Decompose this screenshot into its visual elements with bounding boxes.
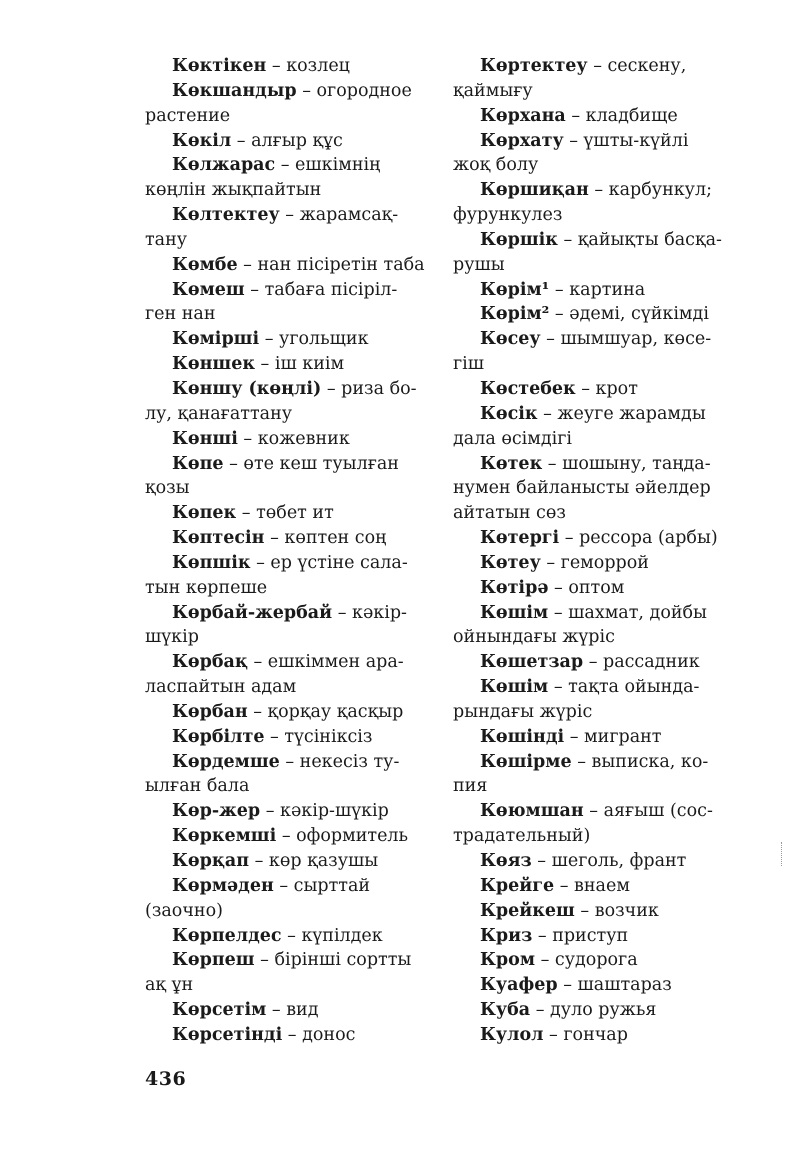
definition: – сескену, bbox=[587, 56, 687, 76]
entry-line bbox=[145, 601, 433, 626]
headword: Көншу (көңлі) bbox=[172, 378, 322, 399]
definition: – шошыну, таңда- bbox=[542, 453, 711, 474]
definition-continuation: рындағы жүріс bbox=[453, 701, 593, 722]
definition-continuation: айтатын сөз bbox=[453, 503, 566, 524]
headword: Көтеу bbox=[480, 552, 541, 573]
entry-line bbox=[453, 1023, 741, 1048]
definition: – көптен соң bbox=[264, 528, 387, 549]
definition: – некесіз ту- bbox=[279, 751, 400, 772]
definition: – вид bbox=[266, 1000, 319, 1021]
definition: – шымшуар, көсе- bbox=[540, 329, 712, 350]
entry-line bbox=[145, 79, 433, 104]
entry-line bbox=[145, 998, 433, 1023]
definition: – аяғыш (сос- bbox=[583, 801, 713, 822]
definition-continuation: шүкір bbox=[145, 627, 199, 648]
definition-continuation: нумен байланысты әйелдер bbox=[453, 478, 711, 499]
definition: – угольщик bbox=[259, 329, 369, 350]
definition-continuation: ылған бала bbox=[145, 776, 250, 797]
continuation-line bbox=[453, 700, 741, 725]
headword: Криз bbox=[480, 925, 533, 946]
entry-line bbox=[453, 725, 741, 750]
headword: Көтергі bbox=[480, 528, 560, 549]
headword: Көр-жер bbox=[172, 801, 261, 822]
definition: – сырттай bbox=[273, 875, 371, 896]
entry-line bbox=[145, 725, 433, 750]
entry-line bbox=[453, 973, 741, 998]
definition: – шаштараз bbox=[557, 975, 672, 996]
continuation-line bbox=[145, 228, 433, 253]
entry-line bbox=[453, 327, 741, 352]
definition-continuation: лу, қанағаттану bbox=[145, 403, 293, 424]
continuation-line bbox=[145, 625, 433, 650]
right-column bbox=[453, 54, 741, 1048]
headword: Көрбай-жербай bbox=[172, 602, 333, 623]
continuation-line bbox=[453, 253, 741, 278]
entry-line bbox=[145, 54, 433, 79]
definition: – түсініксіз bbox=[264, 726, 373, 747]
definition: – гончар bbox=[543, 1024, 628, 1045]
definition: – геморрой bbox=[540, 552, 649, 573]
definition: – оптом bbox=[548, 577, 625, 598]
headword: Көлжарас bbox=[172, 155, 276, 176]
headword: Көтірә bbox=[480, 577, 549, 598]
headword: Көрбан bbox=[172, 701, 248, 722]
entry-line bbox=[145, 427, 433, 452]
definition-continuation: ген нан bbox=[145, 304, 216, 325]
entry-line bbox=[453, 178, 741, 203]
entry-line bbox=[453, 601, 741, 626]
headword: Көшетзар bbox=[480, 652, 584, 673]
continuation-line bbox=[145, 576, 433, 601]
headword: Көпшік bbox=[172, 552, 251, 573]
definition: – төбет ит bbox=[236, 503, 334, 524]
entry-line bbox=[145, 849, 433, 874]
definition: – приступ bbox=[532, 925, 629, 946]
headword: Көшірме bbox=[480, 751, 572, 772]
continuation-line bbox=[453, 203, 741, 228]
continuation-line bbox=[453, 501, 741, 526]
definition: – бірінші сортты bbox=[254, 950, 412, 971]
definition-continuation: растение bbox=[145, 105, 231, 126]
headword: Көпе bbox=[172, 453, 224, 474]
continuation-line bbox=[145, 899, 433, 924]
definition: – үшты-күйлі bbox=[563, 130, 689, 151]
headword: Көршік bbox=[480, 229, 558, 250]
headword: Көрсетінді bbox=[172, 1024, 283, 1045]
entry-line bbox=[453, 849, 741, 874]
headword: Көшім bbox=[480, 677, 549, 698]
headword: Көрпеш bbox=[172, 950, 255, 971]
definition: – қорқау қасқыр bbox=[247, 701, 404, 722]
definition: – ешкімнің bbox=[275, 155, 381, 176]
entry-line bbox=[145, 526, 433, 551]
definition: – жарамсақ- bbox=[279, 205, 399, 226]
entry-line bbox=[453, 948, 741, 973]
headword: Көркемші bbox=[172, 826, 277, 847]
definition-continuation: ақ ұн bbox=[145, 975, 194, 996]
headword: Көюмшан bbox=[480, 801, 584, 822]
continuation-line bbox=[453, 774, 741, 799]
entry-line bbox=[453, 54, 741, 79]
definition: – кожевник bbox=[237, 428, 350, 449]
entry-line bbox=[145, 377, 433, 402]
entry-line bbox=[453, 228, 741, 253]
definition: – риза бо- bbox=[321, 378, 417, 399]
definition: – оформитель bbox=[276, 826, 409, 847]
entry-line bbox=[145, 551, 433, 576]
entry-line bbox=[453, 675, 741, 700]
definition: – күпілдек bbox=[281, 925, 383, 946]
definition: – нан пісіретін таба bbox=[237, 254, 425, 275]
definition: – ешкіммен ара- bbox=[247, 652, 404, 673]
entry-line bbox=[453, 278, 741, 303]
definition-continuation: тану bbox=[145, 229, 188, 250]
definition: – картина bbox=[549, 279, 646, 300]
headword: Көрім¹ bbox=[480, 279, 550, 300]
entry-line bbox=[453, 650, 741, 675]
definition: – көр қазушы bbox=[249, 851, 379, 871]
definition: – жеуге жарамды bbox=[537, 403, 706, 424]
continuation-line bbox=[453, 153, 741, 178]
definition: – выписка, ко- bbox=[571, 751, 709, 772]
headword: Көршиқан bbox=[480, 180, 589, 201]
definition: – судорога bbox=[535, 950, 638, 971]
continuation-line bbox=[145, 476, 433, 501]
definition: – кәкір- bbox=[332, 602, 407, 623]
entry-line bbox=[145, 874, 433, 899]
entry-line bbox=[145, 700, 433, 725]
headword: Көсеу bbox=[480, 329, 541, 350]
entry-line bbox=[145, 129, 433, 154]
continuation-line bbox=[145, 675, 433, 700]
definition-continuation: көңлін жықпайтын bbox=[145, 180, 322, 201]
headword: Кром bbox=[480, 950, 536, 971]
definition: – дуло ружья bbox=[530, 1000, 657, 1021]
definition: – мигрант bbox=[564, 726, 662, 747]
headword: Көрбілте bbox=[172, 726, 265, 747]
headword: Көтек bbox=[480, 453, 543, 474]
left-column bbox=[145, 54, 433, 1048]
definition-continuation: (заочно) bbox=[145, 900, 223, 921]
headword: Көктікен bbox=[172, 56, 267, 76]
headword: Көртектеу bbox=[480, 56, 588, 76]
continuation-line bbox=[453, 824, 741, 849]
headword: Көрдемше bbox=[172, 751, 280, 772]
continuation-line bbox=[453, 79, 741, 104]
definition-continuation: гіш bbox=[453, 354, 485, 375]
entry-line bbox=[453, 874, 741, 899]
definition-continuation: ласпайтын адам bbox=[145, 677, 297, 698]
definition: – карбункул; bbox=[588, 180, 712, 201]
definition: – іш киім bbox=[254, 354, 345, 375]
headword: Көмбе bbox=[172, 254, 238, 275]
headword: Көрсетім bbox=[172, 1000, 267, 1021]
definition: – донос bbox=[282, 1024, 356, 1045]
entry-line bbox=[453, 452, 741, 477]
headword: Крейге bbox=[480, 875, 555, 896]
entry-line bbox=[145, 750, 433, 775]
entry-line bbox=[453, 104, 741, 129]
entry-line bbox=[145, 948, 433, 973]
headword: Көрхату bbox=[480, 130, 564, 151]
headword: Көпек bbox=[172, 503, 237, 524]
entry-line bbox=[145, 924, 433, 949]
headword: Көрқап bbox=[172, 851, 249, 871]
entry-line bbox=[145, 278, 433, 303]
entry-line bbox=[145, 452, 433, 477]
continuation-line bbox=[453, 476, 741, 501]
headword: Крейкеш bbox=[480, 900, 575, 921]
entry-line bbox=[453, 526, 741, 551]
entry-line bbox=[453, 899, 741, 924]
definition-continuation: рушы bbox=[453, 254, 505, 275]
continuation-line bbox=[145, 178, 433, 203]
headword: Көрбақ bbox=[172, 652, 248, 673]
definition: – козлец bbox=[266, 56, 350, 76]
entry-line bbox=[145, 824, 433, 849]
headword: Көмеш bbox=[172, 279, 245, 300]
definition-continuation: қозы bbox=[145, 478, 190, 499]
headword: Куафер bbox=[480, 975, 558, 996]
headword: Көншек bbox=[172, 354, 255, 375]
headword: Көптесін bbox=[172, 528, 265, 549]
headword: Куба bbox=[480, 1000, 531, 1021]
definition-continuation: қаймығу bbox=[453, 80, 533, 101]
page-number: 436 bbox=[145, 1068, 187, 1090]
entry-line bbox=[145, 1023, 433, 1048]
continuation-line bbox=[145, 402, 433, 427]
definition: – ер үстіне сала- bbox=[250, 552, 408, 573]
definition-continuation: тын көрпеше bbox=[145, 577, 268, 598]
entry-line bbox=[145, 253, 433, 278]
entry-line bbox=[145, 153, 433, 178]
definition-continuation: традательный) bbox=[453, 826, 591, 847]
definition-continuation: ойнындағы жүріс bbox=[453, 627, 615, 648]
definition: – шахмат, дойбы bbox=[548, 602, 707, 623]
entry-line bbox=[453, 799, 741, 824]
definition: – шеголь, франт bbox=[531, 851, 687, 871]
continuation-line bbox=[145, 302, 433, 327]
headword: Кулол bbox=[480, 1024, 544, 1045]
headword: Көяз bbox=[480, 851, 532, 871]
continuation-line bbox=[145, 104, 433, 129]
definition: – қайықты басқа- bbox=[557, 229, 722, 250]
margin-mark bbox=[781, 842, 783, 866]
entry-line bbox=[453, 576, 741, 601]
headword: Көмірші bbox=[172, 329, 260, 350]
definition: – өте кеш туылған bbox=[223, 453, 399, 474]
headword: Көсік bbox=[480, 403, 538, 424]
entry-line bbox=[453, 924, 741, 949]
continuation-line bbox=[453, 625, 741, 650]
headword: Көкшандыр bbox=[172, 80, 297, 101]
headword: Көрхана bbox=[480, 105, 566, 126]
entry-line bbox=[453, 377, 741, 402]
entry-line bbox=[145, 327, 433, 352]
definition: – алғыр құс bbox=[231, 130, 343, 151]
entry-line bbox=[453, 551, 741, 576]
headword: Көрмәден bbox=[172, 875, 274, 896]
definition-continuation: пия bbox=[453, 776, 488, 797]
continuation-line bbox=[145, 774, 433, 799]
headword: Көрпелдес bbox=[172, 925, 282, 946]
entry-line bbox=[145, 501, 433, 526]
definition: – возчик bbox=[574, 900, 659, 921]
definition: – кәкір-шүкір bbox=[260, 801, 389, 822]
definition: – крот bbox=[575, 378, 638, 399]
definition: – рассадник bbox=[583, 652, 700, 673]
definition: – тақта ойында- bbox=[548, 677, 700, 698]
definition: – әдемі, сүйкімді bbox=[549, 304, 709, 325]
headword: Көстебек bbox=[480, 378, 576, 399]
definition: – табаға пісіріл- bbox=[244, 279, 398, 300]
continuation-line bbox=[453, 427, 741, 452]
headword: Көлтектеу bbox=[172, 205, 280, 226]
definition-continuation: фурункулез bbox=[453, 205, 563, 226]
headword: Көкіл bbox=[172, 130, 232, 151]
entry-line bbox=[453, 402, 741, 427]
entry-line bbox=[453, 129, 741, 154]
headword: Көнші bbox=[172, 428, 238, 449]
definition-continuation: жоқ болу bbox=[453, 155, 539, 176]
headword: Көшінді bbox=[480, 726, 565, 747]
definition-continuation: дала өсімдігі bbox=[453, 428, 573, 449]
entry-line bbox=[453, 750, 741, 775]
definition: – кладбище bbox=[565, 105, 678, 126]
definition: – внаем bbox=[554, 875, 630, 896]
headword: Көрім² bbox=[480, 304, 550, 325]
entry-line bbox=[453, 302, 741, 327]
continuation-line bbox=[145, 973, 433, 998]
definition: – огородное bbox=[296, 80, 412, 101]
entry-line bbox=[145, 203, 433, 228]
entry-line bbox=[453, 998, 741, 1023]
entry-line bbox=[145, 799, 433, 824]
entry-line bbox=[145, 650, 433, 675]
continuation-line bbox=[453, 352, 741, 377]
entry-line bbox=[145, 352, 433, 377]
definition: – рессора (арбы) bbox=[559, 528, 718, 549]
headword: Көшім bbox=[480, 602, 549, 623]
